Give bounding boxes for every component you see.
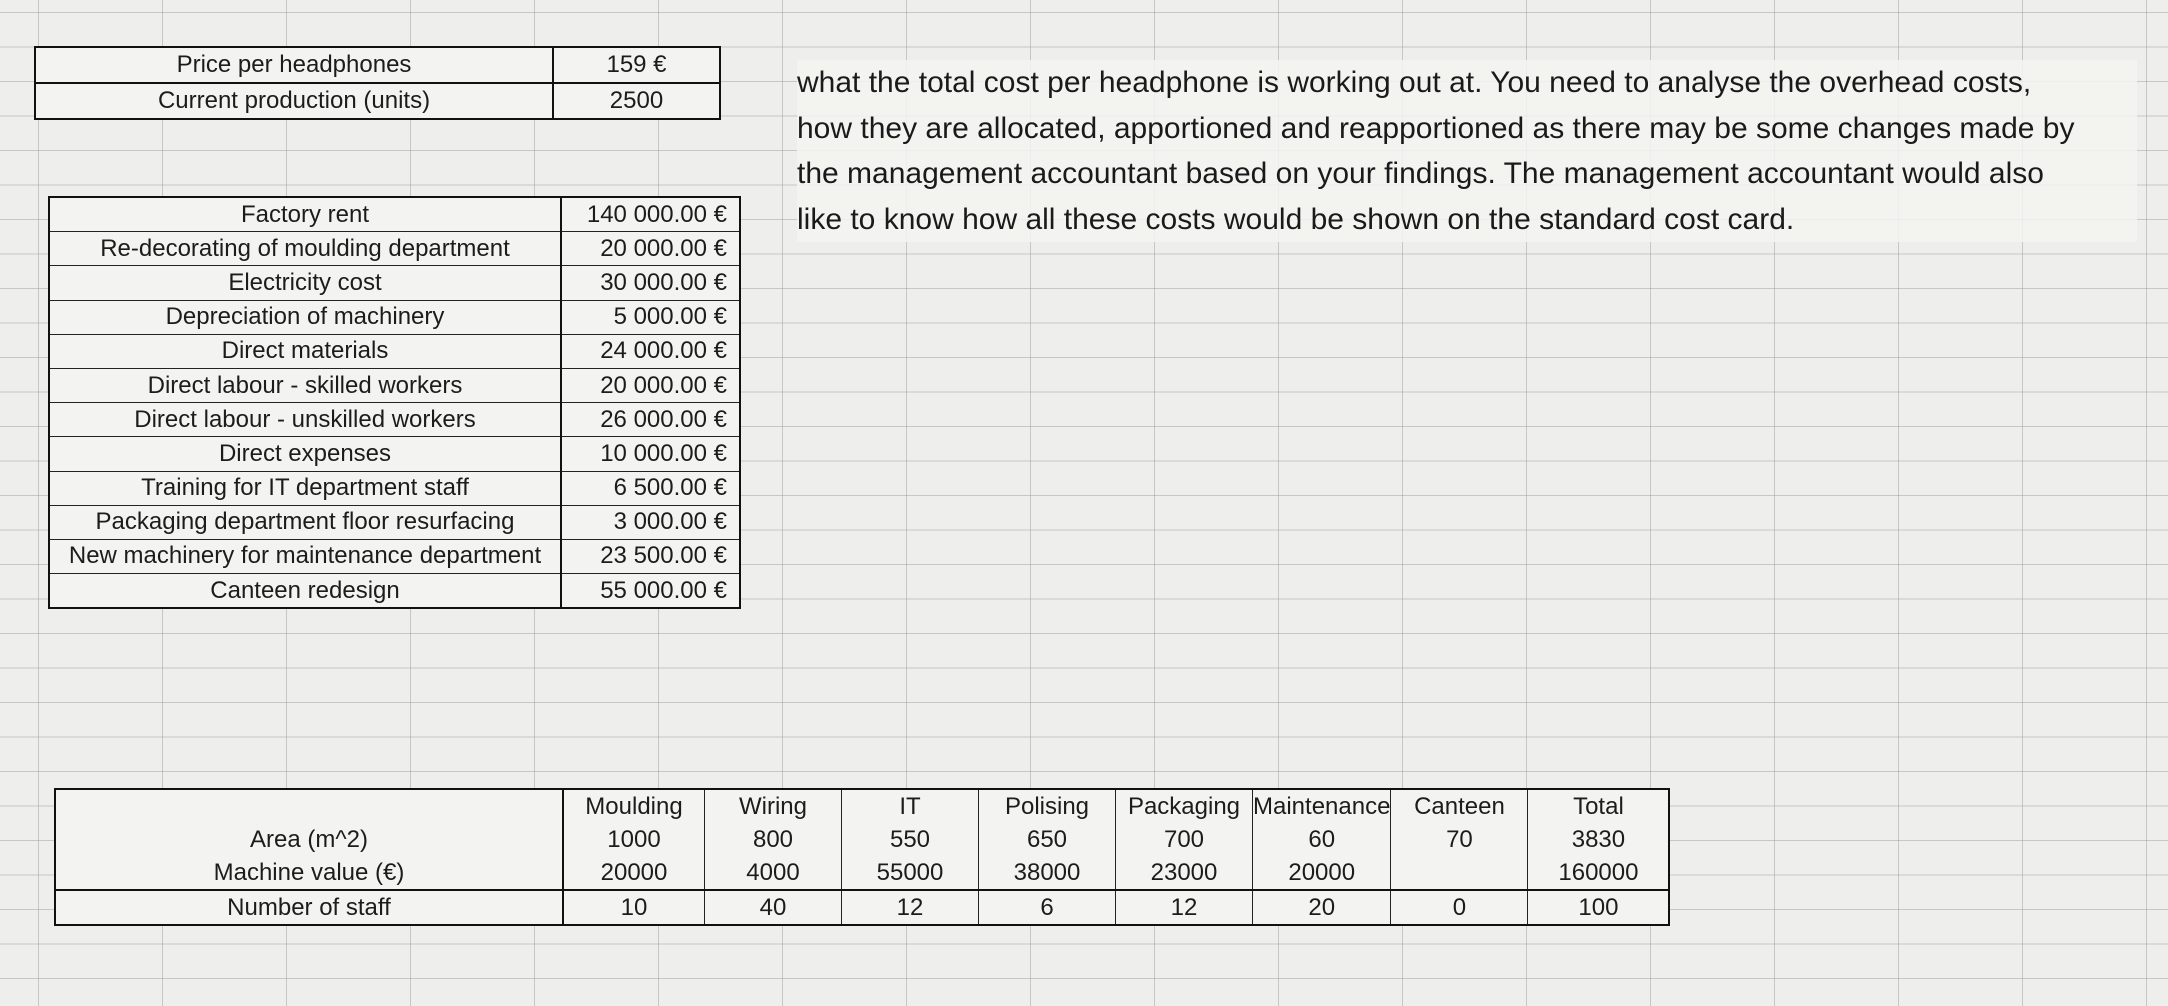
data-cell[interactable]: 550 — [842, 823, 979, 856]
data-cell[interactable]: 20 — [1253, 890, 1391, 925]
cost-value[interactable]: 20 000.00 € — [561, 368, 740, 402]
data-cell[interactable]: 20000 — [1253, 856, 1391, 890]
table-row — [49, 266, 740, 300]
cost-label[interactable]: Factory rent — [49, 197, 561, 232]
header-empty-cell[interactable] — [55, 789, 563, 823]
data-cell[interactable] — [1391, 856, 1528, 890]
cost-label[interactable]: Re-decorating of moulding department — [49, 232, 561, 266]
cell-production-label[interactable]: Current production (units) — [35, 83, 553, 119]
description-line: like to know how all these costs would be shown on the standard cost card. — [797, 202, 1795, 236]
table-row — [55, 890, 1669, 925]
department-data-table — [54, 788, 1670, 926]
data-cell-total[interactable]: 160000 — [1558, 858, 1639, 886]
row-label-area[interactable]: Area (m^2) — [55, 823, 563, 856]
table-row — [49, 334, 740, 368]
data-cell[interactable]: 20000 — [563, 856, 705, 890]
cost-value[interactable]: 30 000.00 € — [561, 266, 740, 300]
data-cell[interactable]: 6 — [979, 890, 1116, 925]
cost-value[interactable]: 5 000.00 € — [561, 300, 740, 334]
data-cell[interactable]: 700 — [1116, 823, 1253, 856]
description-line: what the total cost per headphone is working out at. You need to analyse the overhead costs, — [797, 66, 2032, 99]
description-line: the management accountant based on your findings. The management accountant would also — [797, 157, 2044, 190]
cost-label[interactable]: New machinery for maintenance department — [49, 539, 561, 573]
header-total[interactable]: Total — [1573, 792, 1624, 820]
row-label-staff[interactable]: Number of staff — [55, 890, 563, 925]
table-row — [35, 83, 720, 119]
header-packaging[interactable]: Packaging — [1116, 789, 1253, 823]
header-it[interactable]: IT — [842, 789, 979, 823]
table-row — [49, 437, 740, 471]
cell-price-label[interactable]: Price per headphones — [35, 47, 553, 83]
header-row — [55, 789, 1669, 823]
row-label-machine-value[interactable]: Machine value (€) — [55, 856, 563, 890]
data-cell[interactable]: 23000 — [1116, 856, 1253, 890]
task-description — [797, 60, 2137, 242]
cost-value[interactable]: 20 000.00 € — [561, 232, 740, 266]
table-row — [55, 823, 1669, 856]
cost-label[interactable]: Direct materials — [49, 334, 561, 368]
header-polising[interactable]: Polising — [979, 789, 1116, 823]
price-production-table — [34, 46, 721, 120]
header-moulding[interactable]: Moulding — [563, 789, 705, 823]
data-cell[interactable]: 1000 — [563, 823, 705, 856]
cost-value[interactable]: 3 000.00 € — [561, 505, 740, 539]
table-row — [49, 300, 740, 334]
header-wiring[interactable]: Wiring — [705, 789, 842, 823]
data-cell[interactable]: 55000 — [842, 856, 979, 890]
cost-label[interactable]: Packaging department floor resurfacing — [49, 505, 561, 539]
data-cell-total[interactable]: 3830 — [1571, 825, 1626, 853]
data-cell[interactable]: 38000 — [979, 856, 1116, 890]
cost-value[interactable]: 23 500.00 € — [561, 539, 740, 573]
cost-items-table — [48, 196, 741, 609]
table-row — [55, 856, 1669, 890]
cost-value[interactable]: 55 000.00 € — [561, 574, 740, 609]
table-row — [49, 368, 740, 402]
data-cell[interactable]: 800 — [705, 823, 842, 856]
header-maintenance[interactable]: Maintenance — [1253, 789, 1391, 823]
cost-label[interactable]: Direct expenses — [49, 437, 561, 471]
table-row — [49, 539, 740, 573]
cost-label[interactable]: Electricity cost — [49, 266, 561, 300]
description-line: how they are allocated, apportioned and reapportioned as there may be some changes made by — [797, 111, 2075, 145]
data-cell[interactable]: 40 — [705, 890, 842, 925]
table-row — [49, 471, 740, 505]
data-cell[interactable]: 60 — [1253, 823, 1391, 856]
cost-label[interactable]: Canteen redesign — [49, 574, 561, 609]
table-row — [49, 574, 740, 609]
header-canteen[interactable]: Canteen — [1391, 789, 1528, 823]
table-row — [49, 505, 740, 539]
cost-label[interactable]: Training for IT department staff — [49, 471, 561, 505]
data-cell[interactable]: 0 — [1391, 890, 1528, 925]
data-cell[interactable]: 70 — [1391, 823, 1528, 856]
data-cell[interactable]: 4000 — [705, 856, 842, 890]
cell-production-value[interactable]: 2500 — [609, 87, 664, 114]
data-cell-total[interactable]: 100 — [1528, 890, 1670, 925]
cost-label[interactable]: Depreciation of machinery — [49, 300, 561, 334]
table-row — [49, 197, 740, 232]
data-cell[interactable]: 650 — [979, 823, 1116, 856]
cost-value[interactable]: 26 000.00 € — [561, 403, 740, 437]
cost-value[interactable]: 140 000.00 € — [561, 197, 740, 232]
cost-label[interactable]: Direct labour - unskilled workers — [49, 403, 561, 437]
cell-price-value[interactable]: 159 € — [553, 47, 720, 83]
cost-label[interactable]: Direct labour - skilled workers — [49, 368, 561, 402]
data-cell[interactable]: 10 — [563, 890, 705, 925]
table-row — [35, 47, 720, 83]
cost-value[interactable]: 24 000.00 € — [561, 334, 740, 368]
cost-value[interactable]: 10 000.00 € — [561, 437, 740, 471]
data-cell[interactable]: 12 — [842, 890, 979, 925]
cost-value[interactable]: 6 500.00 € — [561, 471, 740, 505]
data-cell[interactable]: 12 — [1116, 890, 1253, 925]
table-row — [49, 403, 740, 437]
table-row — [49, 232, 740, 266]
